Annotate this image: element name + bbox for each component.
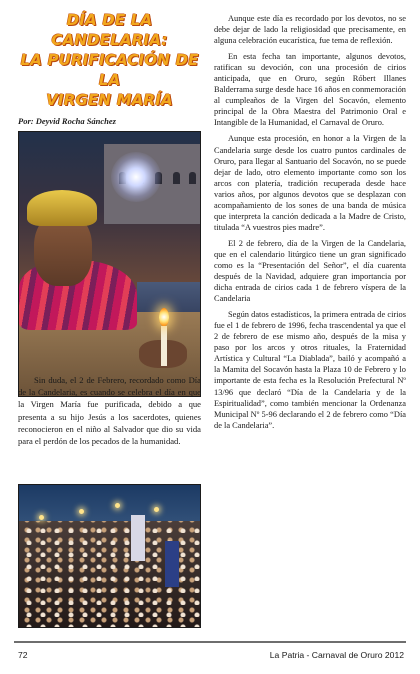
photo2-light [154, 507, 159, 512]
photo1-candle [161, 326, 167, 366]
photo2-night-sky [19, 485, 200, 525]
photo2-light [115, 503, 120, 508]
right-paragraph-4: El 2 de febrero, día de la Virgen de la Candelaria, que en el calendario litúrgico tiene un gran significado como es la “Presentación del Señor”, el día cuarenta después de la Navidad, adquiere gran importancia por dicha entrada de cirios cada 1 de febrero víspera de la Candelaria [214, 238, 406, 304]
title-line-3: VIRGEN MARÍA [46, 91, 173, 109]
right-column [214, 13, 406, 436]
photo2-banner [131, 515, 145, 561]
photo1-hat [27, 190, 97, 226]
left-column [18, 10, 201, 397]
right-paragraph-1: Aunque este día es recordado por los devotos, no se debe dejar de lado la religiosidad que precisamente, en alguna celebración eucarística, fue tema de reflexión. [214, 14, 406, 46]
photo2-light [39, 515, 44, 520]
photo-woman-with-candle [18, 131, 201, 397]
photo2-banner [165, 541, 179, 587]
title-line-2: LA PURIFICACIÓN DE LA [20, 51, 199, 89]
byline: Por: Deyvid Rocha Sánchez [18, 116, 116, 126]
publication-name: La Patria - Carnaval de Oruro 2012 [269, 650, 404, 660]
photo1-window [189, 172, 196, 184]
photo-crowd-procession [18, 484, 201, 628]
photo2-light [79, 509, 84, 514]
photo1-candle-flame [159, 308, 169, 326]
right-paragraph-2: En esta fecha tan importante, algunos devotos, ratifican su devoción, con una procesión de cirios anticipada, que en Oruro, según Róbert Illanes Balderrama surge desde hace 16 años en conmemoración al cumpleaños de la Virgen del Socavón, elemento principal de la Obra Maestra del Patrimonio Oral e Intangible de la Humanidad, el Carnaval de Oruro. [214, 52, 406, 128]
photo1-window [173, 172, 180, 184]
right-paragraph-5: Según datos estadísticos, la primera entrada de cirios fue el 1 de febrero de 1996, fecha trascendental ya que el 2 de febrero de ese mismo año, después de la misa y paso por los arcos y otros rituales, la Fraternidad Artística y Cultural “La Diablada”, bailó y acompañó a la Mamita del Socavón hasta la Plaza 10 de Febrero y lo importante de esta fecha es la Resolución Prefectural Nº 13/96 que declaró “Día de la Candelaria y de la Espiritualidad”, como también mencionar la Ordenanza Municipal Nº 5-96 declarando el 2 de febrero como “Día de la Candelaria”. [214, 310, 406, 430]
title-line-1: DÍA DE LA CANDELARIA: [51, 11, 168, 49]
footer-rule [14, 641, 406, 643]
page-number: 72 [18, 650, 28, 660]
photo1-light-glow [111, 152, 161, 202]
right-paragraph-3: Aunque esta procesión, en honor a la Virgen de la Candelaria surge desde los cuatro puntos cardinales de Oruro, para llegar al Santuario del Socavón, no se puede dejar de lado, otro elemento importante como son los arcos con platería, tradición recuperada desde hace varios años, por algunos devotos que se desplazan con acompañamiento de los sones de una banda de música que interpreta la canción dedicada a la Madre de Cristo, titulada “A vuestros pies madre”. [214, 134, 406, 232]
left-paragraph: Sin duda, el 2 de Febrero, recordado como Día de la Candelaria, es cuando se celebra el día en que la Virgen María fue purificada, debido a que presenta a su hijo Jesús a los sacerdotes, quienes reconocieron en el niño al Salvador que dio su vida para el perdón de los pecados de la humanidad. [18, 375, 201, 447]
article-title [18, 10, 201, 110]
